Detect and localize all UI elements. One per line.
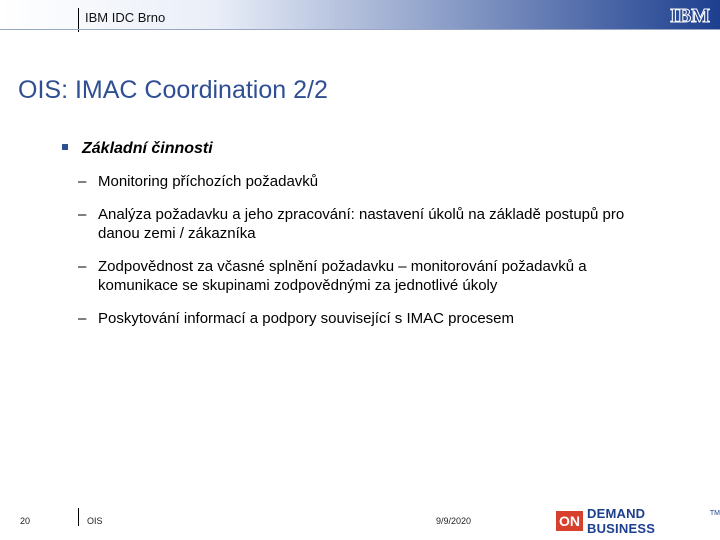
list-item-text: Analýza požadavku a jeho zpracování: nastavení úkolů na základě postupů pro danou zemi / zákazníka: [98, 206, 625, 242]
main-bullet: [62, 140, 662, 158]
footer-label: OIS: [87, 516, 103, 526]
page-number: 20: [20, 516, 31, 526]
ibm-logo: [666, 5, 714, 25]
list-item: [62, 172, 658, 191]
sub-list: [62, 172, 662, 328]
demand-business-text: DEMAND BUSINESS: [587, 506, 656, 536]
dash-marker: –: [78, 173, 87, 190]
footer-date: 9/9/2020: [436, 516, 472, 526]
page-title: OIS: IMAC Coordination 2/2: [18, 76, 328, 104]
list-item: [62, 309, 658, 328]
svg-text:IBM: IBM: [670, 5, 710, 25]
on-demand-business-logo: [556, 506, 720, 536]
dash-marker: –: [78, 206, 87, 223]
list-item-text: Poskytování informací a podpory související s IMAC procesem: [98, 310, 515, 327]
on-logo-box: ON: [556, 511, 583, 531]
slide-content: [62, 140, 662, 342]
square-bullet-icon: [62, 144, 68, 150]
list-item-text: Zodpovědnost za včasné splnění požadavku – monitorování požadavků a komunikace se skupinami zodpovědnými za jednotlivé úkoly: [98, 258, 587, 294]
title-rule: [0, 29, 720, 30]
dash-marker: –: [78, 310, 87, 327]
main-bullet-text: Základní činnosti: [82, 140, 213, 157]
header-title: IBM IDC Brno: [85, 10, 166, 25]
trademark-mark: TM: [709, 510, 720, 517]
list-item: [62, 257, 658, 295]
dash-marker: –: [78, 258, 87, 275]
footer-divider: [78, 508, 79, 526]
list-item: [62, 205, 658, 243]
list-item-text: Monitoring příchozích požadavků: [98, 173, 319, 190]
